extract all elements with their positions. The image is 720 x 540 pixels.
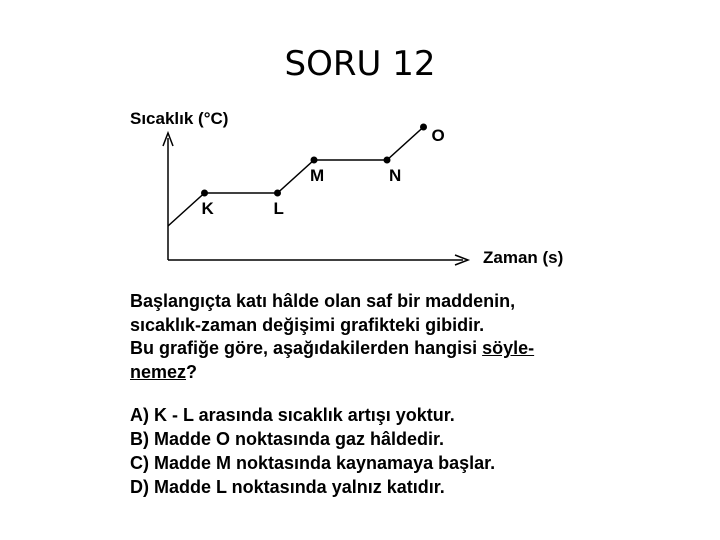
question-line-2: sıcaklık-zaman değişimi grafikteki gibidir. [130, 314, 485, 335]
point-m [311, 157, 318, 164]
question-line-4-underlined: nemez [130, 361, 187, 382]
question-line-3-prefix: Bu grafiğe göre, aşağıdakilerden hangisi [130, 338, 483, 358]
x-axis-label: Zaman (s) [483, 248, 564, 267]
question-text [130, 290, 650, 384]
point-label-o: O [431, 126, 445, 145]
point-label-l: L [273, 199, 284, 218]
option-a[interactable]: A) K - L arasında sıcaklık artışı yoktur. [130, 405, 455, 425]
question-line-3 [130, 337, 650, 361]
y-axis-label: Sıcaklık (°C) [130, 109, 229, 128]
answer-options [130, 403, 650, 499]
point-n [384, 157, 391, 164]
option-b[interactable]: B) Madde O noktasında gaz hâldedir. [130, 429, 445, 449]
point-l [274, 190, 281, 197]
question-line-4-suffix: ? [186, 361, 198, 382]
point-label-k: K [201, 199, 214, 218]
point-label-n: N [389, 166, 402, 185]
option-c[interactable]: C) Madde M noktasında kaynamaya başlar. [130, 453, 496, 473]
option-d[interactable]: D) Madde L noktasında yalnız katıdır. [130, 477, 445, 497]
question-line-4 [130, 361, 650, 385]
slide-title: SORU 12 [284, 44, 436, 84]
point-label-m: M [310, 166, 325, 185]
point-k [201, 190, 208, 197]
question-line-3-underlined: söyle- [482, 338, 535, 358]
point-o [420, 124, 427, 131]
points-group [201, 124, 445, 219]
question-line-1: Başlangıçta katı hâlde olan saf bir maddenin, [130, 291, 516, 311]
temperature-time-chart [120, 100, 600, 275]
